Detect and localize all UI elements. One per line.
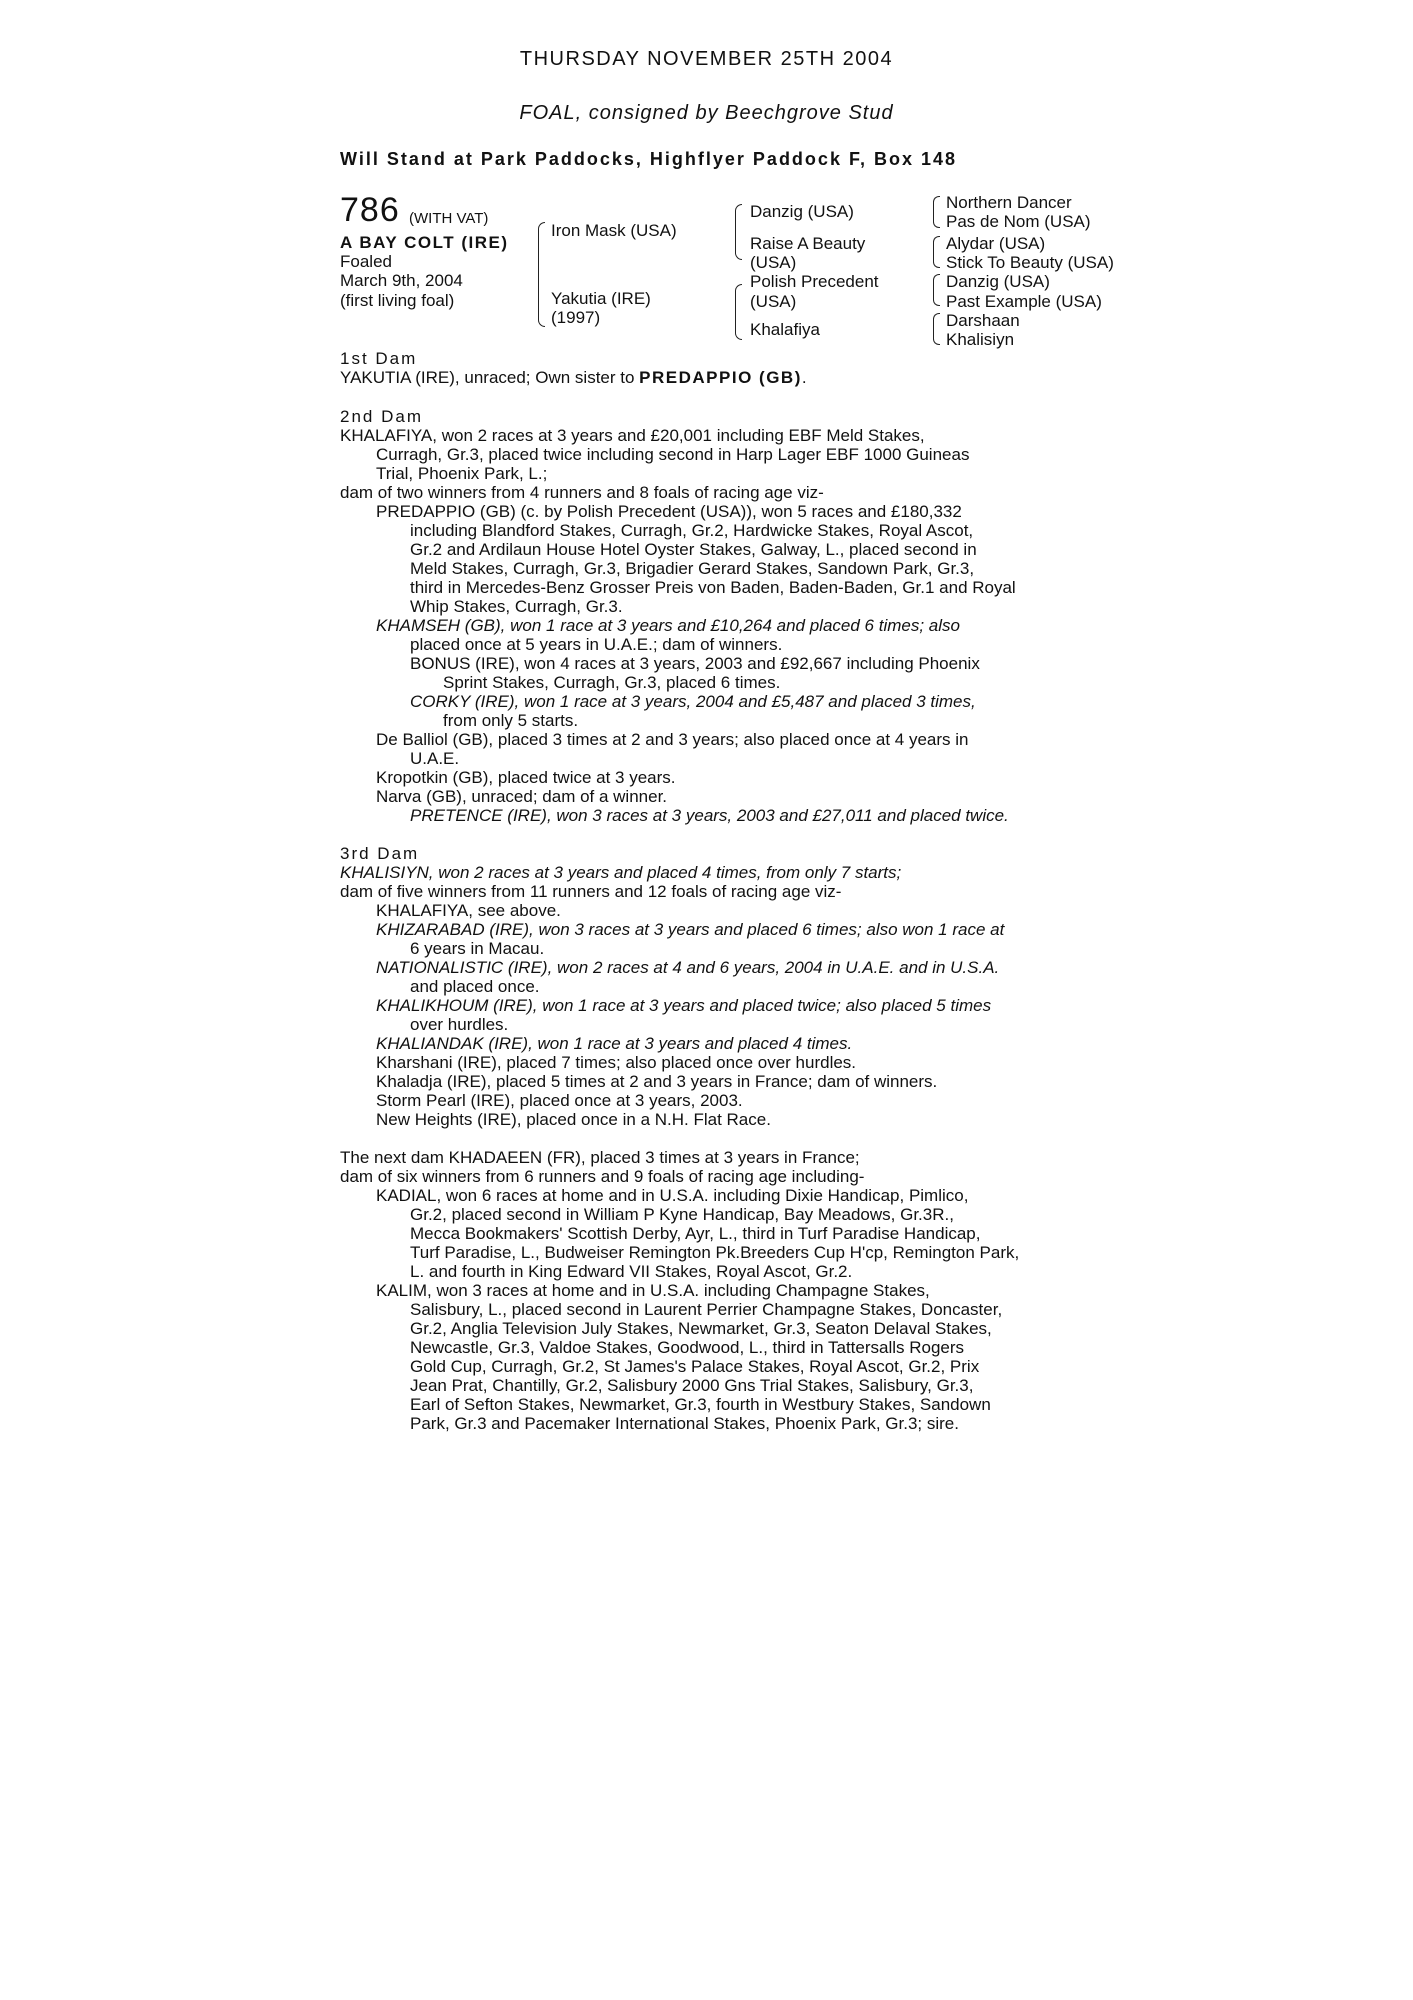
- first-dam-text: YAKUTIA (IRE), unraced; Own sister to: [340, 368, 640, 387]
- pedigree-brace-dd: [933, 313, 940, 345]
- dam2-line: Trial, Phoenix Park, L.;: [376, 464, 548, 483]
- dam2-line: KHAMSEH (GB), won 1 race at 3 years and £10,264 and placed 6 times; also: [376, 616, 960, 635]
- dam2-line: including Blandford Stakes, Curragh, Gr.2, Hardwicke Stakes, Royal Ascot,: [410, 521, 974, 540]
- nextdam-line: KALIM, won 3 races at home and in U.S.A. including Champagne Stakes,: [376, 1281, 930, 1300]
- stand-location: Will Stand at Park Paddocks, Highflyer Paddock F, Box 148: [340, 149, 957, 169]
- first-dam-sibling: PREDAPPIO (GB): [639, 368, 802, 387]
- dam3-line: 6 years in Macau.: [410, 939, 545, 958]
- lot-title: A BAY COLT (IRE): [340, 233, 509, 252]
- nextdam-line: Turf Paradise, L., Budweiser Remington Pk.Breeders Cup H'cp, Remington Park,: [410, 1243, 1020, 1262]
- pedigree-brace-lot: [538, 222, 545, 327]
- dam2-line: Sprint Stakes, Curragh, Gr.3, placed 6 times.: [443, 673, 781, 692]
- dam2-line: Whip Stakes, Curragh, Gr.3.: [410, 597, 623, 616]
- sale-date: THURSDAY NOVEMBER 25TH 2004: [519, 48, 894, 70]
- foaled-label: Foaled: [340, 252, 392, 271]
- dam3-line: New Heights (IRE), placed once in a N.H. Flat Race.: [376, 1110, 771, 1129]
- pedigree-dss: Danzig (USA): [946, 272, 1050, 291]
- lot-number: 786: [340, 191, 400, 229]
- dam2-line: U.A.E.: [410, 749, 460, 768]
- pedigree-dsd: Past Example (USA): [946, 292, 1102, 311]
- nextdam-line: Gr.2, Anglia Television July Stakes, Newmarket, Gr.3, Seaton Delaval Stakes,: [410, 1319, 992, 1338]
- second-dam-heading: 2nd Dam: [340, 407, 423, 426]
- dam3-line: Khaladja (IRE), placed 5 times at 2 and 3 years in France; dam of winners.: [376, 1072, 938, 1091]
- dam2-line: dam of two winners from 4 runners and 8 foals of racing age viz-: [340, 483, 824, 502]
- pedigree-brace-sd: [933, 236, 940, 268]
- nextdam-line: The next dam KHADAEEN (FR), placed 3 times at 3 years in France;: [340, 1148, 860, 1167]
- dam2-line: De Balliol (GB), placed 3 times at 2 and 3 years; also placed once at 4 years in: [376, 730, 969, 749]
- dam2-line: Gr.2 and Ardilaun House Hotel Oyster Stakes, Galway, L., placed second in: [410, 540, 977, 559]
- dam3-line: and placed once.: [410, 977, 540, 996]
- pedigree-sire: Iron Mask (USA): [551, 221, 677, 240]
- dam3-line: Kharshani (IRE), placed 7 times; also placed once over hurdles.: [376, 1053, 857, 1072]
- nextdam-line: Mecca Bookmakers' Scottish Derby, Ayr, L., third in Turf Paradise Handicap,: [410, 1224, 981, 1243]
- dam2-line: Kropotkin (GB), placed twice at 3 years.: [376, 768, 676, 787]
- dam2-line: Curragh, Gr.3, placed twice including second in Harp Lager EBF 1000 Guineas: [376, 445, 970, 464]
- pedigree-sire-dam: Raise A Beauty: [750, 234, 866, 253]
- nextdam-line: Salisbury, L., placed second in Laurent Perrier Champagne Stakes, Doncaster,: [410, 1300, 1003, 1319]
- pedigree-dam: Yakutia (IRE): [551, 289, 651, 308]
- pedigree-dam-dam: Khalafiya: [750, 320, 820, 339]
- dam3-line: KHALISIYN, won 2 races at 3 years and placed 4 times, from only 7 starts;: [340, 863, 902, 882]
- first-dam-end: .: [801, 368, 807, 387]
- nextdam-line: Newcastle, Gr.3, Valdoe Stakes, Goodwood, L., third in Tattersalls Rogers: [410, 1338, 965, 1357]
- pedigree-brace-dam: [735, 284, 742, 340]
- pedigree-ssd: Pas de Nom (USA): [946, 212, 1091, 231]
- pedigree-dam-year: (1997): [551, 308, 601, 327]
- dam3-line: KHIZARABAD (IRE), won 3 races at 3 years and placed 6 times; also won 1 race at: [376, 920, 1005, 939]
- nextdam-line: Earl of Sefton Stakes, Newmarket, Gr.3, fourth in Westbury Stakes, Sandown: [410, 1395, 991, 1414]
- pedigree-dam-sire: Polish Precedent: [750, 272, 879, 291]
- dam2-line: PREDAPPIO (GB) (c. by Polish Precedent (USA)), won 5 races and £180,332: [376, 502, 962, 521]
- dam2-line: KHALAFIYA, won 2 races at 3 years and £20,001 including EBF Meld Stakes,: [340, 426, 925, 445]
- nextdam-line: Gr.2, placed second in William P Kyne Handicap, Bay Meadows, Gr.3R.,: [410, 1205, 954, 1224]
- foaled-note: (first living foal): [340, 291, 455, 310]
- nextdam-line: KADIAL, won 6 races at home and in U.S.A. including Dixie Handicap, Pimlico,: [376, 1186, 969, 1205]
- pedigree-ddd: Khalisiyn: [946, 330, 1015, 349]
- pedigree-brace-ss: [933, 196, 940, 228]
- dam3-line: KHALAFIYA, see above.: [376, 901, 561, 920]
- dam3-line: dam of five winners from 11 runners and 12 foals of racing age viz-: [340, 882, 842, 901]
- pedigree-dds: Darshaan: [946, 311, 1020, 330]
- dam2-line: Narva (GB), unraced; dam of a winner.: [376, 787, 668, 806]
- nextdam-line: Park, Gr.3 and Pacemaker International Stakes, Phoenix Park, Gr.3; sire.: [410, 1414, 959, 1433]
- pedigree-dam-sire-country: (USA): [750, 292, 797, 311]
- vat-note: (WITH VAT): [409, 210, 489, 227]
- dam3-line: NATIONALISTIC (IRE), won 2 races at 4 and 6 years, 2004 in U.A.E. and in U.S.A.: [376, 958, 1000, 977]
- pedigree-brace-sire: [735, 204, 742, 260]
- dam2-line: PRETENCE (IRE), won 3 races at 3 years, 2003 and £27,011 and placed twice.: [410, 806, 1009, 825]
- third-dam-heading: 3rd Dam: [340, 844, 420, 863]
- nextdam-line: L. and fourth in King Edward VII Stakes, Royal Ascot, Gr.2.: [410, 1262, 853, 1281]
- dam2-line: Meld Stakes, Curragh, Gr.3, Brigadier Gerard Stakes, Sandown Park, Gr.3,: [410, 559, 975, 578]
- first-dam-heading: 1st Dam: [340, 349, 418, 368]
- nextdam-line: dam of six winners from 6 runners and 9 foals of racing age including-: [340, 1167, 865, 1186]
- pedigree-sss: Northern Dancer: [946, 193, 1072, 212]
- pedigree-brace-ds: [933, 274, 940, 306]
- pedigree-sds: Alydar (USA): [946, 234, 1046, 253]
- dam2-line: BONUS (IRE), won 4 races at 3 years, 2003 and £92,667 including Phoenix: [410, 654, 980, 673]
- nextdam-line: Gold Cup, Curragh, Gr.2, St James's Palace Stakes, Royal Ascot, Gr.2, Prix: [410, 1357, 980, 1376]
- pedigree-sire-dam-country: (USA): [750, 253, 797, 272]
- dam2-line: CORKY (IRE), won 1 race at 3 years, 2004 and £5,487 and placed 3 times,: [410, 692, 976, 711]
- dam3-line: KHALIKHOUM (IRE), won 1 race at 3 years and placed twice; also placed 5 times: [376, 996, 992, 1015]
- nextdam-line: Jean Prat, Chantilly, Gr.2, Salisbury 2000 Gns Trial Stakes, Salisbury, Gr.3,: [410, 1376, 974, 1395]
- pedigree-sdd: Stick To Beauty (USA): [946, 253, 1114, 272]
- dam3-line: Storm Pearl (IRE), placed once at 3 years, 2003.: [376, 1091, 743, 1110]
- dam2-line: from only 5 starts.: [443, 711, 579, 730]
- dam3-line: over hurdles.: [410, 1015, 509, 1034]
- dam2-line: placed once at 5 years in U.A.E.; dam of winners.: [410, 635, 783, 654]
- consignor-line: FOAL, consigned by Beechgrove Stud: [519, 102, 894, 124]
- dam2-line: third in Mercedes-Benz Grosser Preis von Baden, Baden-Baden, Gr.1 and Royal: [410, 578, 1016, 597]
- foaled-date: March 9th, 2004: [340, 271, 463, 290]
- first-dam-line: [340, 368, 807, 387]
- dam3-line: KHALIANDAK (IRE), won 1 race at 3 years and placed 4 times.: [376, 1034, 853, 1053]
- pedigree-sire-sire: Danzig (USA): [750, 202, 854, 221]
